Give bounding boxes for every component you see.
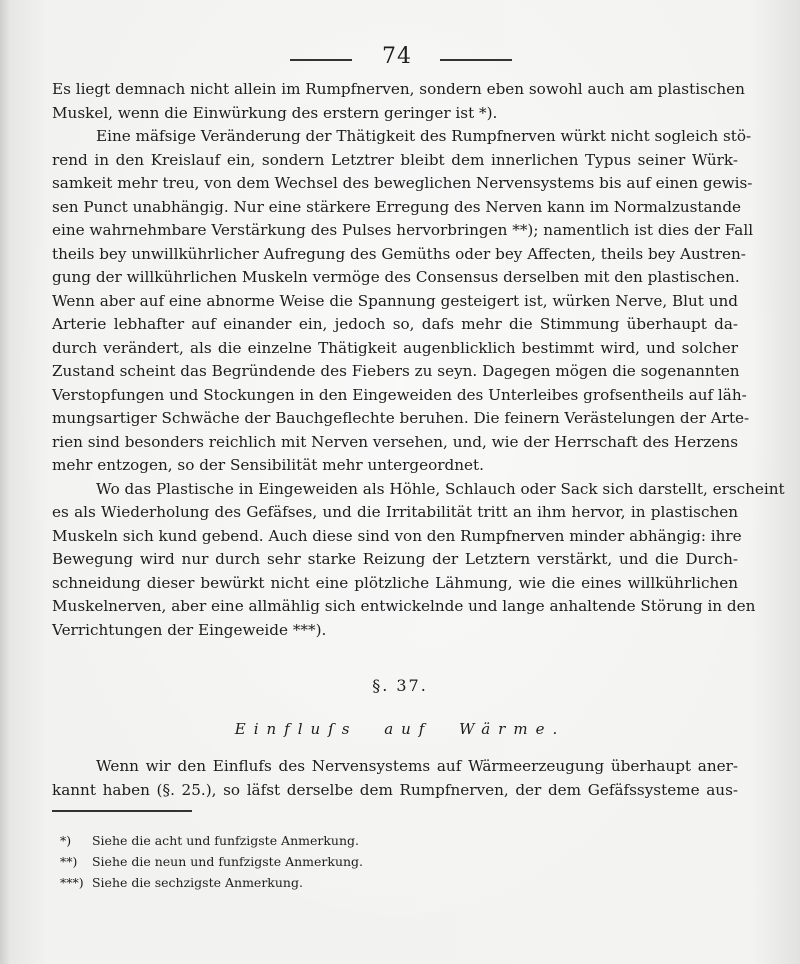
text-line: sen Punct unabhängig. Nur eine stärkere Erregung des Nerven kann im Normalzustande [52, 197, 742, 216]
footnote-text: Siehe die neun und funfzigste Anmerkung. [91, 854, 364, 869]
header-rule-left [290, 59, 352, 61]
text-line: Zustand scheint das Begründende des Fiebers zu seyn. Dagegen mögen die sogenannten [52, 362, 740, 380]
section-paragraph [52, 755, 738, 802]
text-line: Bewegung wird nur durch sehr starke Reizung der Letztern verstärkt, und die Durch- [52, 550, 738, 568]
page-header [0, 44, 800, 74]
text-line: Eine mäfsige Veränderung der Thätigkeit des Rumpfnerven würkt nicht sogleich stö- [96, 127, 752, 145]
text-line: eine wahrnehmbare Verstärkung des Pulses hervorbringen **); namentlich ist dies der Fall [52, 221, 754, 239]
text-line: rend in den Kreislauf ein, sondern Letztrer bleibt dem innerlichen Typus seiner Würk- [52, 150, 738, 169]
text-line: Muskel, wenn die Einwürkung des erstern geringer ist *). [52, 103, 498, 122]
text-line: mungsartiger Schwäche der Bauchgeflechte beruhen. Die feinern Verästelungen der Arte- [52, 409, 750, 427]
text-line: Muskeln sich kund gebend. Auch diese sind von den Rumpfnerven minder abhängig: ihre [52, 526, 742, 545]
header-rule-right [440, 59, 512, 61]
text-line: Wenn wir den Einflufs des Nervensystems auf Wärmeerzeugung überhaupt aner- [96, 757, 738, 775]
text-line: Wo das Plastische in Eingeweiden als Höhle, Schlauch oder Sack sich darstellt, erscheint [96, 479, 785, 498]
footnotes [60, 830, 363, 893]
text-line: Verrichtungen der Eingeweide ***). [52, 620, 327, 639]
text-line: durch verändert, als die einzelne Thätigkeit augenblicklich bestimmt wird, und solcher [52, 338, 738, 357]
text-line: gung der willkührlichen Muskeln vermöge des Consensus derselben mit den plastischen. [52, 268, 740, 286]
footnote [60, 830, 363, 851]
footnote-mark: **) [60, 854, 78, 869]
text-line: es als Wiederholung des Gefäfses, und die Irritabilität tritt an ihm hervor, in plastischen [52, 503, 738, 521]
footnote-mark: *) [60, 833, 72, 848]
text-line: Muskelnerven, aber eine allmählig sich entwickelnde und lange anhaltende Störung in den [52, 597, 756, 615]
text-line: Wenn aber auf eine abnorme Weise die Spannung gesteigert ist, würken Nerve, Blut und [52, 291, 738, 310]
footnote-mark: ***) [60, 875, 84, 890]
paragraph-1 [52, 78, 745, 125]
text-line: samkeit mehr treu, von dem Wechsel des beweglichen Nervensystems bis auf einen gewis- [52, 174, 753, 192]
footnote [60, 872, 363, 893]
paragraph-2 [52, 125, 754, 478]
footnote-text: Siehe die acht und funfzigste Anmerkung. [91, 833, 360, 848]
footnote-rule [52, 810, 192, 812]
paragraph-3 [52, 478, 785, 643]
text-line: Verstopfungen und Stockungen in den Eingeweiden des Unterleibes grofsentheils auf läh- [52, 385, 747, 404]
page-number: 74 [382, 44, 412, 69]
footnote [60, 851, 363, 872]
text-line: schneidung dieser bewürkt nicht eine plötzliche Lähmung, wie die eines willkührlichen [52, 573, 738, 592]
page-edge-shadow [0, 0, 10, 964]
main-text [52, 78, 785, 642]
text-line: Arterie lebhafter auf einander ein, jedoch so, dafs mehr die Stimmung überhaupt da- [52, 315, 738, 333]
text-line: theils bey unwillkührlicher Aufregung des Gemüths oder bey Affecten, theils bey Austren- [52, 244, 746, 263]
text-line: kannt haben (§. 25.), so läfst derselbe dem Rumpfnerven, der dem Gefäfssysteme aus- [52, 780, 738, 799]
text-line: rien sind besonders reichlich mit Nerven versehen, und, wie der Herrschaft des Herzens [52, 432, 738, 451]
footnote-text: Siehe die sechzigste Anmerkung. [91, 875, 303, 890]
section-number: §. 37. [372, 676, 428, 695]
text-line: Es liegt demnach nicht allein im Rumpfnerven, sondern eben sowohl auch am plastischen [52, 80, 745, 98]
section-title: Einfluſs auf Wärme. [234, 720, 566, 738]
text-line: mehr entzogen, so der Sensibilität mehr untergeordnet. [52, 456, 484, 474]
